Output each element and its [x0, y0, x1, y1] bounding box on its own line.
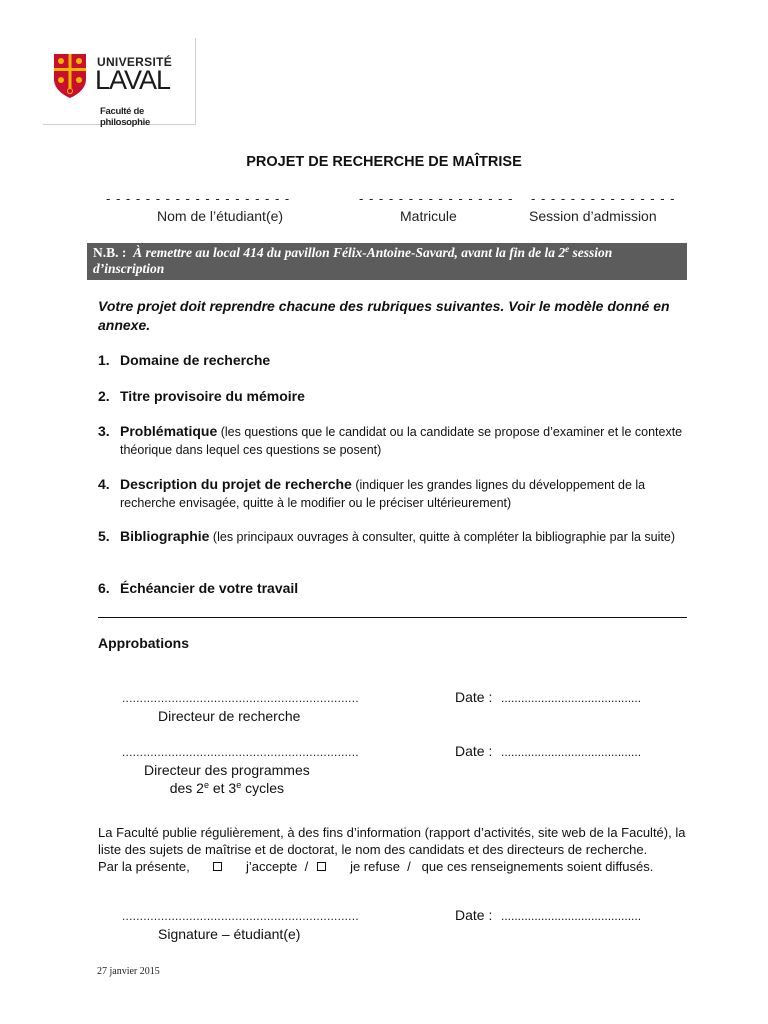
program-director-signature-line[interactable]: ................................................................... — [122, 745, 359, 759]
nb-notice — [87, 243, 687, 280]
section-heading: Titre provisoire du mémoire — [120, 388, 305, 404]
section-description: (les questions que le candidat ou la candidate se propose d’examiner et le contexte théorique dans lequel ces questions se posent) — [120, 425, 683, 457]
section-number: 5. — [98, 528, 110, 544]
logo-laval-text: LAVAL — [95, 65, 171, 95]
consent-text: La Faculté publie régulièrement, à des fins d’information (rapport d’activités, site web de la Faculté), la liste des sujets de maîtrise et de doctorat, le nom des candidats et des directeurs de recherche. — [98, 825, 686, 857]
section-description: (indiquer les grandes lignes du développement de la recherche envisagée, quitte à le modifier ou le préciser ultérieurement) — [120, 478, 646, 510]
program-director-label — [144, 761, 310, 797]
accept-checkbox[interactable] — [213, 862, 222, 871]
research-director-date-line[interactable]: .......................................... — [501, 691, 642, 705]
section-item — [98, 476, 688, 512]
consent-lead: Par la présente, — [98, 859, 190, 874]
footer-date: 27 janvier 2015 — [97, 966, 160, 977]
section-heading: Domaine de recherche — [120, 352, 271, 368]
section-heading: Échéancier de votre travail — [120, 580, 299, 596]
research-director-date-label: Date : — [455, 689, 493, 705]
student-id-field[interactable]: - - - - - - - - - - - - - - - - — [359, 191, 514, 206]
page-title: PROJET DE RECHERCHE DE MAÎTRISE — [246, 154, 522, 170]
slash-separator: / — [407, 859, 411, 874]
research-director-signature-line[interactable]: ................................................................... — [122, 691, 359, 705]
section-item — [98, 352, 688, 369]
student-date-line[interactable]: .......................................... — [501, 909, 642, 923]
nb-text-a: À remettre au local 414 du pavillon Félix-Antoine-Savard, avant la fin de la 2 — [133, 245, 566, 260]
section-number: 1. — [98, 352, 110, 368]
logo-faculty-text: Faculté de philosophie — [100, 106, 151, 128]
nb-sup: e — [565, 244, 570, 254]
section-number: 3. — [98, 423, 110, 439]
admission-session-label: Session d’admission — [529, 208, 657, 224]
section-item — [98, 580, 688, 597]
section-heading: Description du projet de recherche — [120, 476, 352, 492]
section-heading: Bibliographie — [120, 528, 210, 544]
program-director-date-label: Date : — [455, 743, 493, 759]
section-number: 4. — [98, 476, 110, 492]
program-director-date-line[interactable]: .......................................... — [501, 745, 642, 759]
section-item — [98, 388, 688, 405]
section-description: (les principaux ouvrages à consulter, quitte à compléter la bibliographie par la suite) — [209, 530, 675, 544]
slash-separator: / — [304, 859, 309, 874]
section-number: 6. — [98, 580, 110, 596]
student-signature-line[interactable]: ................................................................... — [122, 909, 359, 923]
student-id-label: Matricule — [400, 208, 457, 224]
nb-lead: N.B. : — [93, 245, 127, 260]
section-item — [98, 423, 688, 459]
section-divider — [98, 617, 687, 618]
admission-session-field[interactable]: - - - - - - - - - - - - - - - — [531, 191, 676, 206]
accept-label: j’accepte — [246, 859, 298, 874]
student-signature-label: Signature – étudiant(e) — [158, 926, 301, 942]
section-number: 2. — [98, 388, 110, 404]
student-name-field[interactable]: - - - - - - - - - - - - - - - - - - - — [106, 191, 291, 206]
university-shield-icon — [53, 53, 87, 99]
approvals-heading: Approbations — [98, 635, 189, 651]
consent-tail: que ces renseignements soient diffusés. — [421, 859, 654, 874]
program-director-label-line2: des 2e et 3e cycles — [169, 780, 285, 796]
consent-paragraph — [98, 824, 698, 875]
logo-university-text: UNIVERSITÉ — [97, 55, 173, 69]
nb-text-b: session d’inscription — [93, 245, 613, 276]
section-item — [98, 528, 688, 546]
research-director-label: Directeur de recherche — [158, 708, 301, 724]
university-logo — [43, 38, 196, 128]
student-date-label: Date : — [455, 907, 493, 923]
student-name-label: Nom de l’étudiant(e) — [157, 208, 284, 224]
refuse-label: je refuse — [350, 859, 400, 874]
program-director-label-line1: Directeur des programmes — [144, 762, 310, 778]
intro-paragraph: Votre projet doit reprendre chacune des rubriques suivantes. Voir le modèle donné en annexe. — [98, 298, 670, 333]
section-heading: Problématique — [120, 423, 218, 439]
refuse-checkbox[interactable] — [317, 862, 326, 871]
